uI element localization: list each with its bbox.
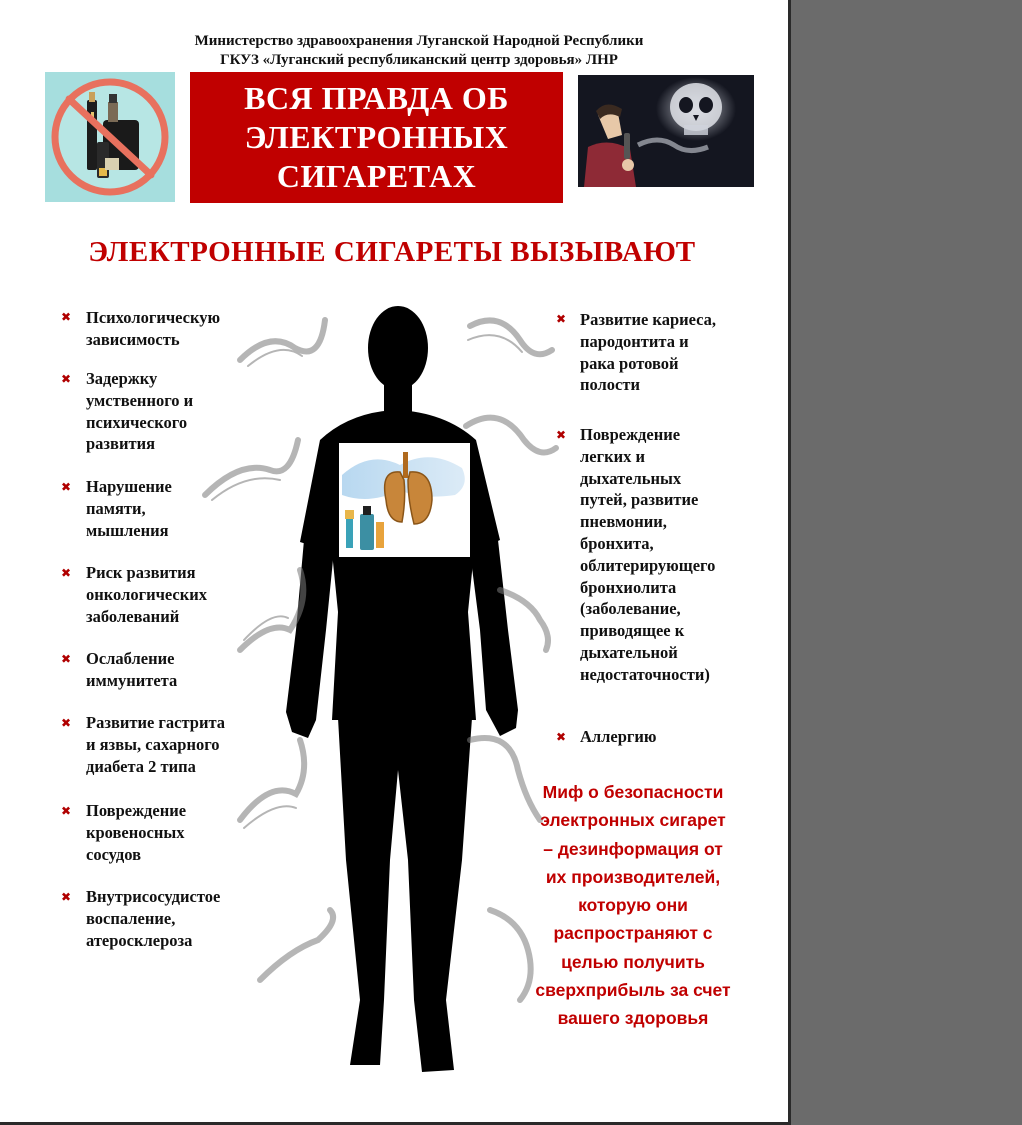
- cross-bullet-icon: ✖: [61, 372, 72, 386]
- center-header: ГКУЗ «Луганский республиканский центр здоровья» ЛНР: [220, 52, 618, 68]
- list-item: Риск развития онкологических заболеваний: [86, 563, 208, 626]
- main-title-banner: [190, 72, 563, 203]
- cross-bullet-icon: ✖: [556, 312, 567, 326]
- lungs-panel: [339, 443, 470, 557]
- cross-bullet-icon: ✖: [61, 716, 72, 730]
- cross-bullet-icon: ✖: [61, 652, 72, 666]
- list-item: Повреждение кровеносных сосудов: [86, 801, 187, 864]
- list-item: Психологическую зависимость: [86, 308, 221, 349]
- list-item: Развитие кариеса, пародонтита и рака ротовой полости: [580, 310, 717, 395]
- list-item: Нарушение памяти, мышления: [86, 477, 172, 540]
- title-line: ЭЛЕКТРОННЫХ: [244, 119, 509, 155]
- no-vaping-icon: [45, 72, 175, 202]
- vape-skull-smoke-image: [578, 75, 754, 187]
- human-silhouette-illustration: [200, 300, 560, 1080]
- cross-bullet-icon: ✖: [61, 566, 72, 580]
- cross-bullet-icon: ✖: [556, 730, 567, 744]
- title-line: СИГАРЕТАХ: [276, 158, 477, 194]
- list-item: Аллергию: [580, 727, 657, 746]
- cross-bullet-icon: ✖: [61, 804, 72, 818]
- no-vaping-image: [45, 72, 175, 202]
- list-item: Задержку умственного и психического развития: [86, 369, 194, 454]
- ministry-header: Министерство здравоохранения Луганской Народной Республики: [194, 33, 644, 49]
- list-item: Развитие гастрита и язвы, сахарного диабета 2 типа: [86, 713, 226, 776]
- list-item: Ослабление иммунитета: [86, 649, 178, 690]
- cross-bullet-icon: ✖: [61, 890, 72, 904]
- title-line: ВСЯ ПРАВДА ОБ: [244, 80, 509, 116]
- list-item: Повреждение легких и дыхательных путей, развитие пневмонии, бронхита, облитерирующего бронхиолита (заболевание, приводящее к дыхательной недостаточности): [580, 425, 716, 684]
- myth-statement: Миф о безопасности электронных сигарет – дезинформация от их производителей, которую они распространяют с целью получить сверхприбыль за счет вашего здоровья: [535, 782, 731, 1029]
- list-item: Внутрисосудистое воспаление, атеросклероза: [86, 887, 221, 950]
- section-heading: ЭЛЕКТРОННЫЕ СИГАРЕТЫ ВЫЗЫВАЮТ: [88, 236, 696, 268]
- cross-bullet-icon: ✖: [61, 310, 72, 324]
- skull-smoke-icon: [578, 75, 754, 187]
- cross-bullet-icon: ✖: [61, 480, 72, 494]
- cross-bullet-icon: ✖: [556, 428, 567, 442]
